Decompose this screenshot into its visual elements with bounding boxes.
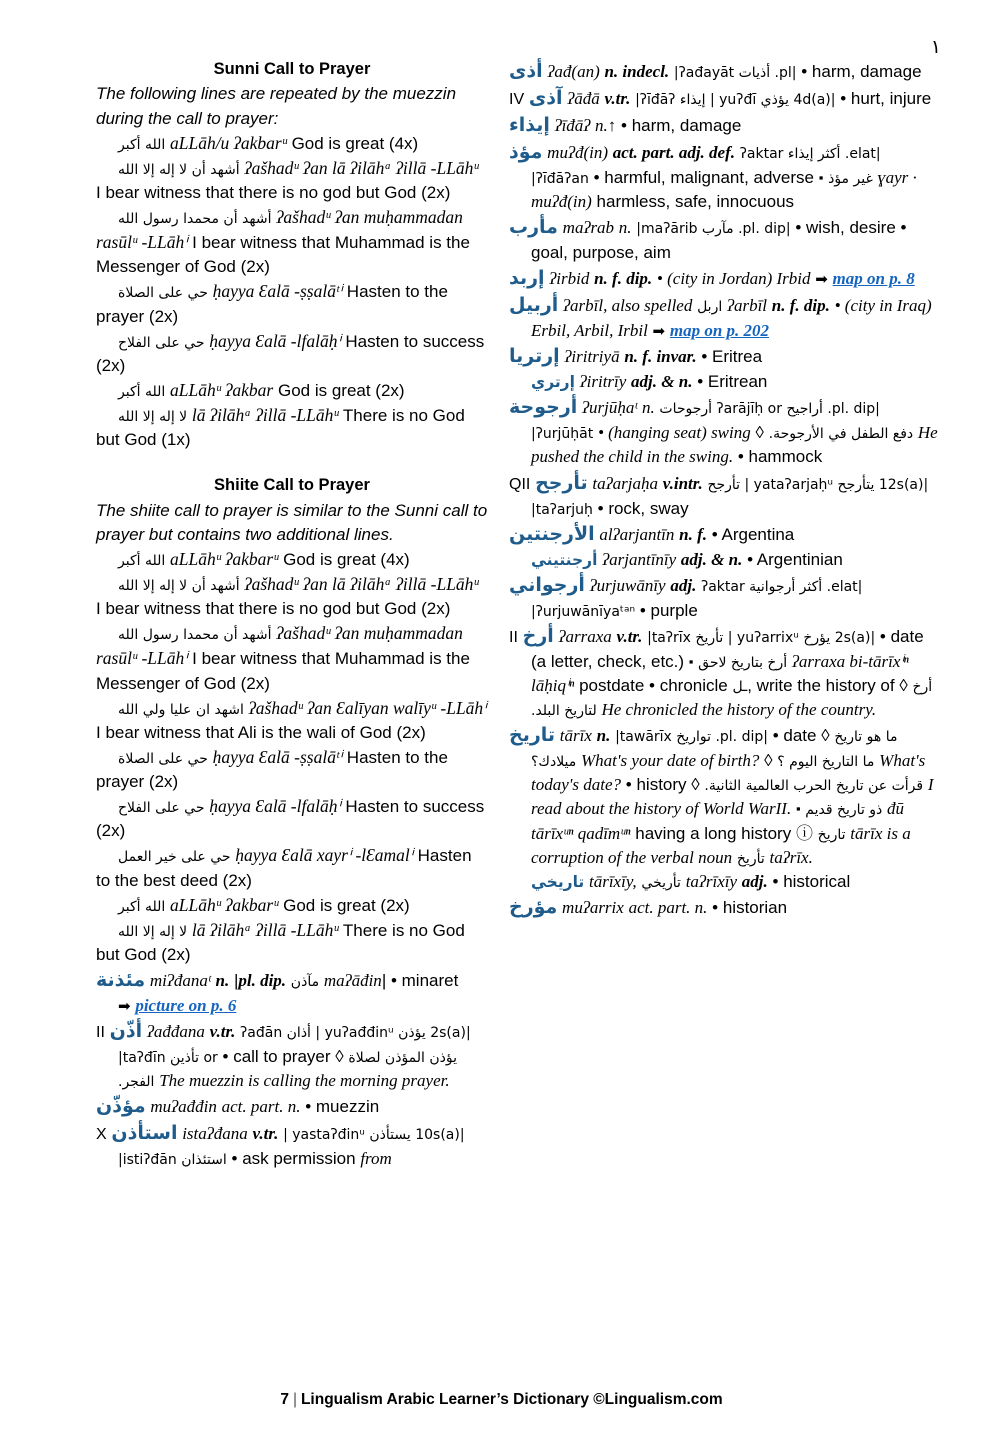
entry-plural-translit: maʔāđin <box>323 971 382 991</box>
prayer-arabic: الله أكبر <box>118 383 166 400</box>
entry-translit: ʔađ(an) <box>547 62 600 81</box>
prayer-translit: ḥayya Ɛalā -ṣṣalāᵗⁱ <box>212 746 343 767</box>
dictionary-entry <box>509 894 941 921</box>
entry-pos: v.tr. <box>616 626 643 646</box>
prayer-line <box>96 794 488 843</box>
entry-sense: • muezzin <box>305 1097 380 1117</box>
prayer-arabic: أشهد أن محمدا رسول الله <box>118 627 272 644</box>
entry-translit: muʔađđin <box>150 1097 217 1117</box>
entry-sense: • (city in Iraq) Erbil, Arbil, Irbil <box>531 296 932 341</box>
entry-sense: • date (a letter, check, etc.) <box>531 626 924 671</box>
prayer-translit: ʔašhadᵘ ʔan lā ʔilāhᵃ ʔillā -LLāhᵘ <box>244 574 479 595</box>
dictionary-entry <box>509 58 941 85</box>
entry-translit: tārīx <box>559 726 592 746</box>
entry-pos: adj. <box>670 575 697 595</box>
derived-sense: • Eritrean <box>697 372 768 392</box>
entry-translit: ʔurjuwānīy <box>589 575 666 595</box>
prayer-arabic: أشهد أن لا إله إلا الله <box>118 161 240 178</box>
footer-separator: | <box>292 1391 297 1408</box>
example-arabic: يؤذن المؤذن لصلاة الفجر. <box>118 1050 458 1091</box>
dictionary-entry <box>509 214 941 265</box>
entry-translit: ʔīđāʔ <box>554 115 591 135</box>
derived-sense: • historical <box>772 871 851 891</box>
example-diamond-icon: ◊ <box>899 675 908 695</box>
prayer-gloss: God is great (2x) <box>277 380 405 400</box>
note-arabic-2: تأريخ <box>736 850 765 867</box>
entry-translit: muʔarrix <box>562 897 624 917</box>
prayer-gloss: I bear witness that there is no god but God (2x) <box>96 599 451 619</box>
entry-translit: ʔirbid <box>549 269 590 289</box>
subsense-marker-icon: ▪ <box>795 801 801 817</box>
prayer-arabic: الله أكبر <box>118 552 166 569</box>
dictionary-entry <box>509 265 941 292</box>
prayer-line <box>96 696 488 745</box>
entry-translit: ʔiritriyā <box>564 347 620 367</box>
arrow-right-icon: ➡ <box>652 323 666 341</box>
example-arabic: ما التاريخ اليوم ؟ <box>777 754 875 771</box>
page-footer <box>0 1391 1003 1409</box>
dictionary-entry <box>509 139 941 214</box>
right-column <box>509 58 941 1351</box>
example-diamond-icon: ◊ <box>335 1047 344 1067</box>
prayer-line <box>96 156 488 205</box>
prayer-arabic: حي على الصلاة <box>118 285 208 302</box>
verb-form-number: II <box>509 628 518 646</box>
dictionary-entry <box>509 470 941 521</box>
entry-headword[interactable]: مؤذّن <box>96 1095 146 1118</box>
entry-headword[interactable]: آذى <box>528 86 563 109</box>
derived-form <box>509 370 941 394</box>
footer-page-number: 7 <box>280 1391 289 1408</box>
entry-sense: • Argentina <box>711 524 795 544</box>
derived-pos: adj. & n. <box>631 372 693 392</box>
entry-translit: miʔđanaᵗ <box>149 971 211 991</box>
prayer-arabic: أشهد أن لا إله إلا الله <box>118 578 240 595</box>
entry-sense-italic: from <box>360 1149 392 1169</box>
dictionary-entry <box>96 1120 488 1171</box>
verb-form-number: IV <box>509 90 525 108</box>
prayer-translit: aLLāhᵘ ʔakbarᵘ <box>169 548 279 569</box>
entry-pos: n. f. <box>679 524 708 544</box>
entry-headword[interactable]: تأرجح <box>535 471 588 494</box>
entry-alt-arabic: اربل <box>697 299 723 316</box>
dictionary-entry <box>509 112 941 139</box>
derived-sense: • Argentinian <box>747 549 843 569</box>
entry-sense: • Eritrea <box>701 347 763 367</box>
dictionary-entry <box>509 572 941 623</box>
entry-plural-label: pl. dip. <box>238 971 287 991</box>
prayer-gloss: I bear witness that Muhammad is the Messenger of God (2x) <box>96 649 470 693</box>
example-diamond-icon: ◊ <box>764 751 773 771</box>
prayer-line <box>96 547 488 572</box>
prayer-translit: ḥayya Ɛalā xayrⁱ -lƐamalⁱ <box>235 845 413 866</box>
entry-pos: n. <box>618 218 632 238</box>
prayer-gloss: Hasten to success (2x) <box>96 797 485 841</box>
entry-pos: n. indecl. <box>604 62 670 81</box>
entry-headword[interactable]: أذى <box>509 60 543 82</box>
prayer-gloss: There is no God but God (2x) <box>96 920 465 964</box>
entry-translit: alʔarjantīn <box>599 524 675 544</box>
entry-headword[interactable]: مؤرخ <box>509 895 558 918</box>
dictionary-entry <box>509 521 941 548</box>
dictionary-entry <box>509 292 941 343</box>
dictionary-entry <box>96 967 488 994</box>
entry-sense: • historian <box>712 897 788 917</box>
prayer-line <box>96 329 488 378</box>
entry-morph: |pl. أذيات ʔađayāt| <box>673 65 797 81</box>
entry-sense-2: • chronicle <box>649 675 728 695</box>
crossref-link[interactable]: map on p. 202 <box>669 321 770 341</box>
subsense-arabic: ذو تاريخ قديم <box>805 802 883 819</box>
derived-translit-2: taʔrīxīy <box>685 871 738 891</box>
dictionary-entry <box>96 1018 488 1093</box>
entry-headword[interactable]: إيذاء <box>509 113 550 136</box>
entry-sense: • harm, damage <box>621 115 742 135</box>
prayer-translit: ʔašhadᵘ ʔan muḥammadan rasūlᵘ -LLāhⁱ <box>96 207 463 253</box>
dictionary-entry <box>509 394 941 469</box>
entry-pos: n. <box>596 726 611 746</box>
entry-pos: v.intr. <box>662 473 703 493</box>
entry-pos: n. f. dip. <box>594 269 653 289</box>
example-gloss: I read about the history of World WarII. <box>531 775 934 819</box>
entry-headword[interactable]: إربد <box>509 267 545 290</box>
entry-sense: • (city in Jordan) Irbid <box>656 269 811 289</box>
entry-pos: act. part. n. <box>628 897 708 917</box>
example-gloss: What's your date of birth? <box>581 751 760 771</box>
verb-form-number: QII <box>509 475 531 493</box>
prayer-translit: ʔašhadᵘ ʔan muḥammadan rasūlᵘ -LLāhⁱ <box>96 623 463 669</box>
verb-form-number: X <box>96 1126 107 1144</box>
prayer-line <box>96 918 488 967</box>
entry-headword[interactable]: أرجواني <box>509 573 585 596</box>
example-gloss: He chronicled the history of the country. <box>601 700 877 720</box>
prayer-gloss: I bear witness that Ali is the wali of God (2x) <box>96 722 426 742</box>
prayer-translit: ḥayya Ɛalā -lfalāḥⁱ <box>209 796 341 817</box>
entry-sense: • (hanging seat) swing <box>597 423 751 443</box>
prayer-line <box>96 205 488 279</box>
entry-pos: n. f. invar. <box>624 347 697 367</box>
entry-morph: |pl. dip. أراجيح ʔarājīḥ or أرجوحات ʔurjūḥāt| <box>531 401 880 443</box>
subsense-arabic: أرخ بتاريخ لاحق <box>698 654 788 671</box>
entry-pos: act. part. adj. def. <box>612 142 736 162</box>
prayer-translit: lā ʔilāhᵃ ʔillā -LLāhᵘ <box>191 405 339 426</box>
example-arabic: أرخ لتاريخ البلد. <box>531 678 933 720</box>
entry-headword[interactable]: مؤذ <box>509 140 543 163</box>
subsense-translit: ʔarraxa bi-tārīxⁱⁿ lāḥiqⁱⁿ <box>531 651 909 695</box>
prayer-translit: aLLāh/u ʔakbarᵘ <box>169 132 287 153</box>
entry-sense-2-cont: , write the history of <box>747 675 895 695</box>
entry-sense: • hurt, injure <box>840 88 932 108</box>
prayer-line <box>96 131 488 156</box>
prayer-gloss: Hasten to the best deed (2x) <box>96 846 472 890</box>
entry-sense: • minaret <box>390 971 459 991</box>
derived-translit: ʔarjantīnīy <box>602 549 677 569</box>
derived-form <box>509 548 941 572</box>
prayer-arabic: حي على الصلاة <box>118 750 208 767</box>
sunni-section-title: Sunni Call to Prayer <box>213 60 371 78</box>
prayer-line <box>96 279 488 328</box>
entry-morph-open: | <box>233 971 239 991</box>
prayer-translit: aLLāhᵘ ʔakbar <box>169 379 274 400</box>
subsense-marker-icon: ▪ <box>818 169 824 185</box>
prayer-gloss: I bear witness that there is no god but God (2x) <box>96 182 451 202</box>
entry-morph: |2s(a) يؤرخ yuʔarrixᵘ | تأريخ taʔrīx| <box>647 629 876 646</box>
two-column-body <box>96 58 948 1351</box>
entry-translit: maʔrab <box>562 218 615 238</box>
entry-headword[interactable]: الأرجنتين <box>509 522 595 545</box>
prayer-gloss: I bear witness that Muhammad is the Messenger of God (2x) <box>96 233 470 277</box>
entry-morph: |10s(a) يستأذن yastaʔđinᵘ | استئذان istiʔđān| <box>118 1127 465 1169</box>
entry-headword[interactable]: أرجوحة <box>509 396 578 419</box>
subsense-translit: ɣayr · muʔđ(in) <box>531 167 917 211</box>
arrow-right-icon: ➡ <box>815 271 828 289</box>
entry-translit: istaʔđana <box>182 1124 248 1144</box>
arrow-right-icon: ➡ <box>118 998 131 1016</box>
derived-headword[interactable]: أرجنتيني <box>531 550 598 569</box>
entry-alt-translit: ʔarbīl <box>726 296 768 316</box>
derived-arabic-2: تأريخي <box>641 874 681 891</box>
entry-headword[interactable]: إرتريا <box>509 345 560 368</box>
prayer-line <box>96 893 488 918</box>
entry-pos: act. part. n. <box>221 1097 301 1117</box>
derived-headword[interactable]: تاريخي <box>531 872 585 891</box>
prayer-arabic: الله أكبر <box>118 898 166 915</box>
subsense-arabic: غير مؤذ <box>828 170 873 187</box>
entry-translit: ʔurjūḥaᵗ <box>582 398 638 418</box>
crossref-link[interactable]: picture on p. 6 <box>135 996 237 1016</box>
entry-sense-2: • hammock <box>737 447 823 467</box>
prayer-arabic: لا إله إلا الله <box>118 923 188 940</box>
example-gloss: He pushed the child in the swing. <box>531 423 938 467</box>
prayer-gloss: Hasten to the prayer (2x) <box>96 747 448 792</box>
entry-translit: ʔāđā <box>567 88 600 108</box>
prayer-gloss: God is great (4x) <box>291 133 419 153</box>
entry-morph: |pl. dip. مآرب maʔārib| <box>636 221 791 238</box>
entry-sense: • date <box>772 726 817 746</box>
entry-sense: • ask permission <box>231 1149 356 1169</box>
entry-headword[interactable]: استأذن <box>111 1122 178 1145</box>
prayer-line <box>96 403 488 452</box>
dictionary-entry <box>509 623 941 722</box>
derived-translit: ʔiritrīy <box>579 372 627 392</box>
entry-translit: taʔarjaḥa <box>592 473 658 493</box>
example-diamond-icon: ◊ <box>755 423 764 443</box>
prayer-gloss: God is great (2x) <box>283 895 410 915</box>
shiite-intro: The shiite call to prayer is similar to the Sunni call to prayer but contains two additional lines. <box>96 500 488 544</box>
dictionary-entry <box>509 722 941 870</box>
prayer-arabic: حي على خير العمل <box>118 849 231 866</box>
prayer-gloss: God is great (4x) <box>283 549 410 569</box>
entry-sense-2: • history <box>625 775 687 795</box>
sunni-intro: The following lines are repeated by the muezzin during the call to prayer: <box>96 84 457 128</box>
subsense-gloss: harmless, safe, innocuous <box>596 192 795 211</box>
derived-pos: adj. <box>741 871 768 891</box>
entry-headword[interactable]: مأرب <box>509 216 558 239</box>
prayer-arabic: الله أكبر <box>118 136 166 153</box>
entry-morph: |elat. أكثر أرجوانية ʔaktar ʔurjuwānīyaᵗᵃⁿ| <box>531 578 863 620</box>
prayer-translit: ʔašhadᵘ ʔan lā ʔilāhᵃ ʔillā -LLāhᵘ <box>244 157 479 178</box>
subsense-translit: đū tārīxᵘⁿ qadīmᵘⁿ <box>531 799 905 843</box>
entry-pos: v.tr. <box>604 88 631 108</box>
entry-translit: ʔarbīl, also spelled <box>563 296 693 316</box>
entry-sense: • harm, damage <box>801 62 922 81</box>
entry-morph: |pl. dip. تواريخ tawārīx| <box>615 729 768 746</box>
entry-pos: n.↑ <box>595 115 617 135</box>
entry-morph: |12s(a) يتأرجح yataʔarjaḥᵘ | تأرجح taʔarjuḥ| <box>531 476 929 518</box>
example-arabic: قرأت عن تاريخ الحرب العالمية الثانية. <box>704 778 924 795</box>
shiite-section-title: Shiite Call to Prayer <box>214 476 370 495</box>
example-gloss: What's today's date? <box>531 751 926 795</box>
entry-morph: |4d(a) يؤذي yuʔđī | إيذاء ʔīđāʔ| <box>635 91 836 108</box>
prayer-translit: ḥayya Ɛalā -lfalāḥⁱ <box>209 330 341 351</box>
prayer-translit: ʔašhadᵘ ʔan Ɛalīyan walīyᵘ -LLāhⁱ <box>248 697 487 718</box>
subsense-gloss: having a long history <box>635 823 792 843</box>
example-diamond-icon: ◊ <box>691 775 700 795</box>
entry-crossref-line <box>96 994 488 1018</box>
entry-headword[interactable]: تاريخ <box>509 724 556 747</box>
prayer-line <box>96 843 488 892</box>
example-gloss: The muezzin is calling the morning prayer. <box>159 1071 450 1091</box>
note-text-1: tārīx is a corruption of the verbal noun <box>531 823 911 867</box>
prayer-gloss: There is no God but God (1x) <box>96 406 465 450</box>
prayer-arabic: اشهد ان عليا ولي الله <box>118 701 244 718</box>
entry-morph: |2s(a) يؤذن yuʔađđinᵘ | أذان ʔađān or تأذين taʔđīn| <box>118 1025 471 1067</box>
entry-pos: n. <box>215 971 230 991</box>
dictionary-entry <box>96 1093 488 1120</box>
prayer-line <box>96 378 488 403</box>
entry-headword[interactable]: أذّن <box>109 1020 143 1043</box>
entry-sense: • call to prayer <box>222 1047 331 1067</box>
footer-title: Lingualism Arabic Learner’s Dictionary ©Lingualism.com <box>300 1391 723 1408</box>
entry-translit: muʔđ(in) <box>547 142 608 162</box>
crossref-link[interactable]: map on p. 8 <box>832 269 915 289</box>
derived-form <box>509 870 941 894</box>
entry-pos: n. <box>641 398 655 418</box>
subsense-marker-icon: ▪ <box>688 653 694 669</box>
left-column <box>96 58 488 1351</box>
page-marker: ١ <box>930 36 941 58</box>
note-text-2: taʔrīx. <box>769 847 813 867</box>
prayer-arabic: حي على الفلاح <box>118 800 205 817</box>
prayer-arabic: أشهد أن محمدا رسول الله <box>118 211 272 228</box>
prayer-gloss: Hasten to the prayer (2x) <box>96 282 448 326</box>
prayer-translit: aLLāhᵘ ʔakbarᵘ <box>169 894 279 915</box>
sunni-prayer-lines <box>96 131 488 453</box>
prayer-translit: lā ʔilāhᵃ ʔillā -LLāhᵘ <box>191 919 339 940</box>
entry-sense: • rock, sway <box>597 498 689 518</box>
prayer-arabic: حي على الفلاح <box>118 334 205 351</box>
derived-translit: tārīxīy, <box>588 871 637 891</box>
entry-pos: v.tr. <box>252 1124 279 1144</box>
shiite-prayer-lines <box>96 547 488 967</box>
entry-sense: • purple <box>639 600 698 620</box>
entry-sense: • wish, desire • goal, purpose, aim <box>531 218 907 263</box>
entry-pos: v.tr. <box>209 1022 236 1042</box>
entry-morph: |elat. أكثر إيذاء ʔaktar ʔīđāʔan| <box>531 145 881 187</box>
derived-headword[interactable]: إرتري <box>531 373 575 392</box>
prayer-translit: ḥayya Ɛalā -ṣṣalāᵗⁱ <box>212 281 343 302</box>
derived-pos: adj. & n. <box>680 549 743 569</box>
prayer-line <box>96 572 488 621</box>
entry-headword[interactable]: مئذنة <box>96 969 146 992</box>
entry-headword[interactable]: أربيل <box>509 294 559 317</box>
entry-plural-arabic: مآذن <box>290 974 320 991</box>
entry-headword[interactable]: أرخ <box>522 624 554 647</box>
prayer-line <box>96 745 488 794</box>
entry-pos: n. f. dip. <box>771 296 830 316</box>
subsense-gloss: postdate <box>579 675 645 695</box>
entry-sense: • harmful, malignant, adverse <box>593 167 815 187</box>
entry-morph-close: | <box>381 971 387 991</box>
entry-translit: ʔarraxa <box>558 626 612 646</box>
note-arabic-1: تاريخ <box>817 826 846 843</box>
example-diamond-icon: ◊ <box>821 726 830 746</box>
dictionary-entry <box>509 343 941 370</box>
info-circle-icon: ⓘ <box>795 823 813 843</box>
entry-translit: ʔađđana <box>146 1022 205 1042</box>
prayer-gloss: Hasten to success (2x) <box>96 331 485 375</box>
prayer-line <box>96 621 488 695</box>
entry-sense-2-arabic: ـل <box>732 678 748 695</box>
example-arabic: ما هو تاريخ ميلادك؟ <box>531 729 898 771</box>
prayer-arabic: لا إله إلا الله <box>118 409 188 426</box>
example-arabic: دفع الطفل في الأرجوحة. <box>768 426 914 443</box>
verb-form-number: II <box>96 1024 105 1042</box>
dictionary-entry <box>509 85 941 112</box>
